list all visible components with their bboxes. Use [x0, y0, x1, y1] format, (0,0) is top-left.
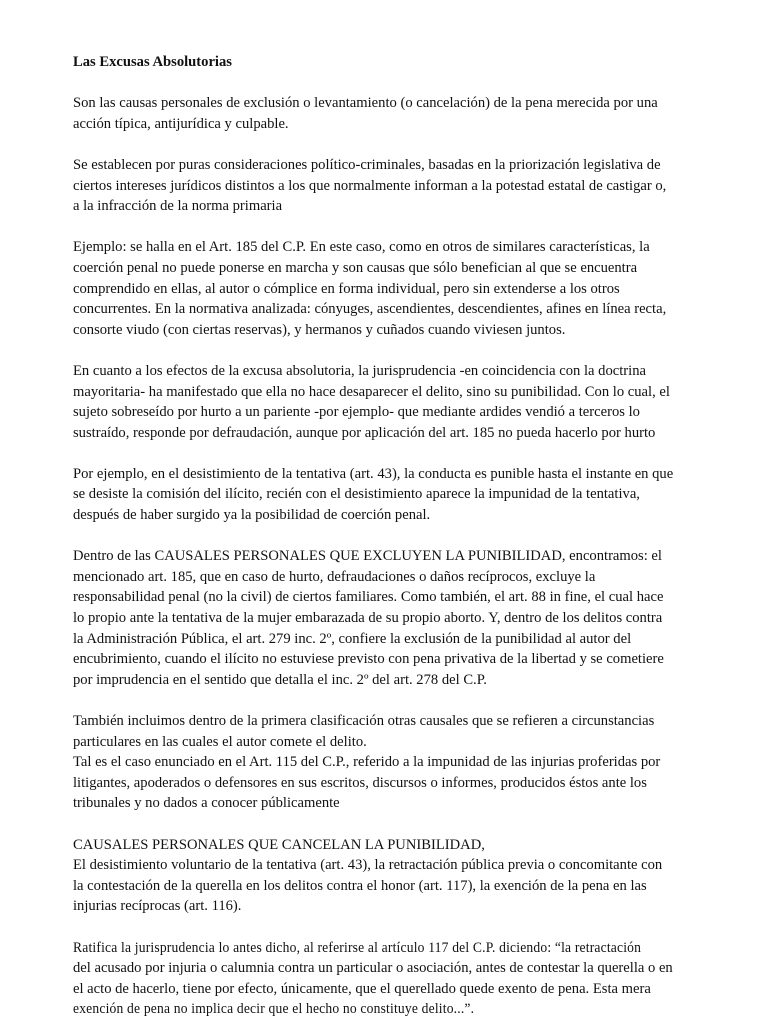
paragraph-line: sustraído, responde por defraudación, aunque por aplicación del art. 185 no pueda hacerlo por hurto	[73, 424, 656, 441]
paragraph-line: a la infracción de la norma primaria	[73, 198, 283, 215]
paragraph-line: mencionado art. 185, que en caso de hurto, defraudaciones o daños recíprocos, excluye la	[73, 568, 596, 585]
paragraph-line: mayoritaria- ha manifestado que ella no hace desaparecer el delito, sino su punibilidad. Con lo cual, el	[73, 383, 670, 400]
paragraph-line: comprendido en ellas, al autor o cómplice en forma individual, pero sin extenderse a los otros	[73, 280, 620, 297]
paragraph-line: Dentro de las CAUSALES PERSONALES QUE EXCLUYEN LA PUNIBILIDAD, encontramos: el	[73, 548, 662, 565]
paragraph-line: después de haber surgido ya la posibilidad de coerción penal.	[73, 507, 431, 524]
paragraph-line: lo propio ante la tentativa de la mujer embarazada de su propio aborto. Y, dentro de los delitos contra	[73, 610, 663, 627]
paragraph	[73, 835, 713, 917]
paragraph-line: Tal es el caso enunciado en el Art. 115 del C.P., referido a la impunidad de las injurias proferidas por	[73, 754, 661, 771]
paragraph-line: Se establecen por puras consideraciones político-criminales, basadas en la priorización legislativa de	[73, 156, 661, 173]
paragraph-line: encubrimiento, cuando el ilícito no estuviese previsto con pena privativa de la libertad y se cometiere	[73, 651, 664, 668]
paragraph-line: Ejemplo: se halla en el Art. 185 del C.P. En este caso, como en otros de similares características, la	[73, 239, 650, 256]
document-page	[73, 52, 713, 1020]
paragraph-line: particulares en las cuales el autor comete el delito.	[73, 733, 367, 750]
paragraph	[73, 546, 713, 690]
paragraph-line: tribunales y no dados a conocer públicamente	[73, 795, 340, 812]
paragraph-line: ciertos intereses jurídicos distintos a los que normalmente informan a la potestad estatal de castigar o,	[73, 177, 667, 194]
paragraph-line: la Administración Pública, el art. 279 inc. 2º, confiere la exclusión de la punibilidad al autor del	[73, 630, 632, 647]
paragraph-line: Son las causas personales de exclusión o levantamiento (o cancelación) de la pena merecida por una	[73, 95, 658, 112]
paragraph-list	[73, 93, 713, 917]
paragraph-line: En cuanto a los efectos de la excusa absolutoria, la jurisprudencia -en coincidencia con la doctrina	[73, 362, 646, 379]
paragraph-line: responsabilidad penal (no la civil) de ciertos familiares. Como también, el art. 88 in fine, el cual hace	[73, 589, 664, 606]
paragraph-line: litigantes, apoderados o defensores en sus escritos, discursos o informes, producidos éstos ante los	[73, 774, 647, 791]
quote-line: del acusado por injuria o calumnia contra un particular o asociación, antes de contestar la querella o en	[73, 960, 673, 977]
quote-paragraph	[73, 938, 713, 1020]
quote-line: Ratifica la jurisprudencia lo antes dicho, al referirse al artículo 117 del C.P. diciendo: “la retractación	[73, 939, 642, 956]
paragraph-line: injurias recíprocas (art. 116).	[73, 898, 242, 915]
quote-line: el acto de hacerlo, tiene por efecto, únicamente, que el querellado quede exento de pena. Esta mera	[73, 980, 651, 997]
paragraph-line: El desistimiento voluntario de la tentativa (art. 43), la retractación pública previa o concomitante con	[73, 857, 663, 874]
quote-line: exención de pena no implica decir que el hecho no constituye delito...”.	[73, 1001, 475, 1018]
paragraph-line: se desiste la comisión del ilícito, recién con el desistimiento aparece la impunidad de la tentativa,	[73, 486, 640, 503]
paragraph-line: Por ejemplo, en el desistimiento de la tentativa (art. 43), la conducta es punible hasta el instante en que	[73, 465, 674, 482]
paragraph-line: CAUSALES PERSONALES QUE CANCELAN LA PUNIBILIDAD,	[73, 836, 485, 853]
paragraph-line: por imprudencia en el sentido que detalla el inc. 2º del art. 278 del C.P.	[73, 671, 487, 688]
document-title: Las Excusas Absolutorias	[73, 54, 232, 70]
paragraph-line: la contestación de la querella en los delitos contra el honor (art. 117), la exención de la pena en las	[73, 877, 647, 894]
paragraph	[73, 237, 713, 340]
paragraph-line: concurrentes. En la normativa analizada: cónyuges, ascendientes, descendientes, afines en línea recta,	[73, 301, 667, 318]
paragraph-line: También incluimos dentro de la primera clasificación otras causales que se refieren a circunstancias	[73, 713, 655, 729]
paragraph-line: acción típica, antijurídica y culpable.	[73, 115, 289, 132]
paragraph	[73, 361, 713, 443]
paragraph	[73, 155, 713, 217]
paragraph-line: consorte viudo (con ciertas reservas), y hermanos y cuñados cuando viviesen juntos.	[73, 321, 566, 338]
paragraph-line: sujeto sobreseído por hurto a un pariente -por ejemplo- que mediante ardides vendió a terceros lo	[73, 404, 640, 421]
paragraph-line: coerción penal no puede ponerse en marcha y son causas que sólo benefician al que se encuentra	[73, 259, 638, 276]
paragraph	[73, 464, 713, 526]
paragraph	[73, 711, 713, 814]
paragraph	[73, 93, 713, 134]
